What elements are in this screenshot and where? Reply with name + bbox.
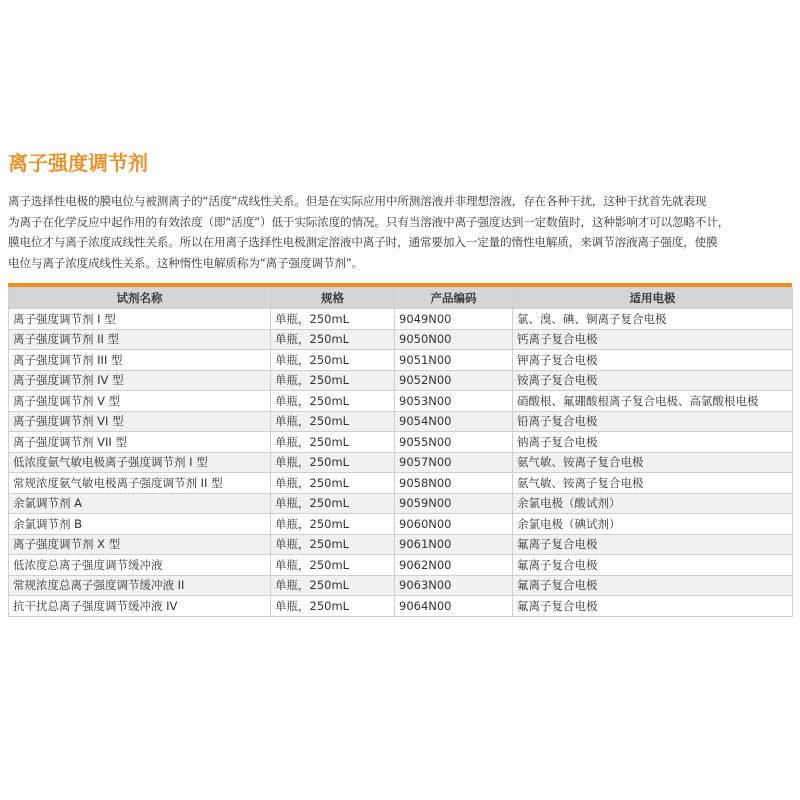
table-row bbox=[9, 575, 793, 596]
cell-reagent-name: 低浓度总离子强度调节缓冲液 bbox=[9, 555, 271, 576]
cell-reagent-name: 余氯调节剂 B bbox=[9, 514, 271, 535]
table-row bbox=[9, 350, 793, 371]
cell-product-code: 9055N00 bbox=[395, 432, 513, 453]
cell-spec: 单瓶，250mL bbox=[271, 329, 395, 350]
cell-spec: 单瓶，250mL bbox=[271, 452, 395, 473]
cell-spec: 单瓶，250mL bbox=[271, 493, 395, 514]
cell-reagent-name: 离子强度调节剂 X 型 bbox=[9, 534, 271, 555]
cell-spec: 单瓶，250mL bbox=[271, 411, 395, 432]
cell-applicable-electrode: 余氯电极（碘试剂） bbox=[513, 514, 793, 535]
cell-product-code: 9057N00 bbox=[395, 452, 513, 473]
intro-line: 为离子在化学反应中起作用的有效浓度（即“活度”）低于实际浓度的情况。只有当溶液中离子强度达到一定数值时，这种影响才可以忽略不计， bbox=[8, 214, 730, 229]
cell-reagent-name: 离子强度调节剂 IV 型 bbox=[9, 370, 271, 391]
cell-applicable-electrode: 钙离子复合电极 bbox=[513, 329, 793, 350]
cell-reagent-name: 离子强度调节剂 II 型 bbox=[9, 329, 271, 350]
intro-paragraph bbox=[8, 191, 794, 273]
cell-product-code: 9050N00 bbox=[395, 329, 513, 350]
cell-applicable-electrode: 氟离子复合电极 bbox=[513, 596, 793, 617]
cell-reagent-name: 常规浓度氨气敏电极离子强度调节剂 II 型 bbox=[9, 473, 271, 494]
cell-product-code: 9063N00 bbox=[395, 575, 513, 596]
cell-product-code: 9058N00 bbox=[395, 473, 513, 494]
table-row bbox=[9, 411, 793, 432]
table-row bbox=[9, 473, 793, 494]
cell-reagent-name: 离子强度调节剂 VI 型 bbox=[9, 411, 271, 432]
cell-applicable-electrode: 氯、溴、碘、铜离子复合电极 bbox=[513, 309, 793, 330]
table-row bbox=[9, 596, 793, 617]
header-reagent-name: 试剂名称 bbox=[9, 288, 271, 309]
table-row bbox=[9, 329, 793, 350]
table-row bbox=[9, 452, 793, 473]
cell-product-code: 9061N00 bbox=[395, 534, 513, 555]
cell-spec: 单瓶，250mL bbox=[271, 575, 395, 596]
product-table bbox=[8, 287, 793, 617]
cell-product-code: 9051N00 bbox=[395, 350, 513, 371]
cell-applicable-electrode: 硝酸根、氟硼酸根离子复合电极、高氯酸根电极 bbox=[513, 391, 793, 412]
cell-applicable-electrode: 铅离子复合电极 bbox=[513, 411, 793, 432]
cell-reagent-name: 离子强度调节剂 V 型 bbox=[9, 391, 271, 412]
cell-applicable-electrode: 氟离子复合电极 bbox=[513, 575, 793, 596]
cell-spec: 单瓶，250mL bbox=[271, 309, 395, 330]
table-row bbox=[9, 493, 793, 514]
table-header-row bbox=[9, 288, 793, 309]
cell-product-code: 9062N00 bbox=[395, 555, 513, 576]
cell-applicable-electrode: 铵离子复合电极 bbox=[513, 370, 793, 391]
cell-product-code: 9053N00 bbox=[395, 391, 513, 412]
cell-product-code: 9054N00 bbox=[395, 411, 513, 432]
header-spec: 规格 bbox=[271, 288, 395, 309]
cell-applicable-electrode: 钠离子复合电极 bbox=[513, 432, 793, 453]
table-row bbox=[9, 391, 793, 412]
page-title: 离子强度调节剂 bbox=[8, 151, 148, 175]
table-row bbox=[9, 309, 793, 330]
intro-line: 离子选择性电极的膜电位与被测离子的“活度”成线性关系。但是在实际应用中所测溶液并非理想溶液，存在各种干扰，这种干扰首先就表现 bbox=[8, 194, 707, 208]
table-row bbox=[9, 370, 793, 391]
cell-reagent-name: 余氯调节剂 A bbox=[9, 493, 271, 514]
cell-reagent-name: 离子强度调节剂 VII 型 bbox=[9, 432, 271, 453]
cell-applicable-electrode: 钾离子复合电极 bbox=[513, 350, 793, 371]
table-row bbox=[9, 555, 793, 576]
cell-reagent-name: 低浓度氨气敏电极离子强度调节剂 I 型 bbox=[9, 452, 271, 473]
cell-reagent-name: 抗干扰总离子强度调节缓冲液 IV bbox=[9, 596, 271, 617]
cell-applicable-electrode: 余氯电极（酸试剂） bbox=[513, 493, 793, 514]
header-applicable-electrode: 适用电极 bbox=[513, 288, 793, 309]
cell-spec: 单瓶，250mL bbox=[271, 350, 395, 371]
cell-product-code: 9049N00 bbox=[395, 309, 513, 330]
cell-reagent-name: 常规浓度总离子强度调节缓冲液 II bbox=[9, 575, 271, 596]
table-row bbox=[9, 514, 793, 535]
cell-spec: 单瓶，250mL bbox=[271, 473, 395, 494]
cell-spec: 单瓶，250mL bbox=[271, 514, 395, 535]
table-row bbox=[9, 534, 793, 555]
cell-spec: 单瓶，250mL bbox=[271, 555, 395, 576]
header-product-code: 产品编码 bbox=[395, 288, 513, 309]
table-row bbox=[9, 432, 793, 453]
cell-applicable-electrode: 氨气敏、铵离子复合电极 bbox=[513, 473, 793, 494]
cell-spec: 单瓶，250mL bbox=[271, 391, 395, 412]
cell-spec: 单瓶，250mL bbox=[271, 534, 395, 555]
intro-line: 膜电位才与离子浓度成线性关系。所以在用离子选择性电极测定溶液中离子时，通常要加入一定量的惰性电解质，来调节溶液离子强度，使膜 bbox=[8, 235, 718, 249]
cell-reagent-name: 离子强度调节剂 I 型 bbox=[9, 309, 271, 330]
cell-reagent-name: 离子强度调节剂 III 型 bbox=[9, 350, 271, 371]
cell-product-code: 9059N00 bbox=[395, 493, 513, 514]
cell-spec: 单瓶，250mL bbox=[271, 432, 395, 453]
cell-product-code: 9052N00 bbox=[395, 370, 513, 391]
intro-line: 电位与离子浓度成线性关系。这种惰性电解质称为“离子强度调节剂”。 bbox=[8, 255, 364, 270]
cell-product-code: 9060N00 bbox=[395, 514, 513, 535]
cell-applicable-electrode: 氨气敏、铵离子复合电极 bbox=[513, 452, 793, 473]
cell-product-code: 9064N00 bbox=[395, 596, 513, 617]
cell-applicable-electrode: 氟离子复合电极 bbox=[513, 534, 793, 555]
cell-applicable-electrode: 氟离子复合电极 bbox=[513, 555, 793, 576]
cell-spec: 单瓶，250mL bbox=[271, 370, 395, 391]
cell-spec: 单瓶，250mL bbox=[271, 596, 395, 617]
